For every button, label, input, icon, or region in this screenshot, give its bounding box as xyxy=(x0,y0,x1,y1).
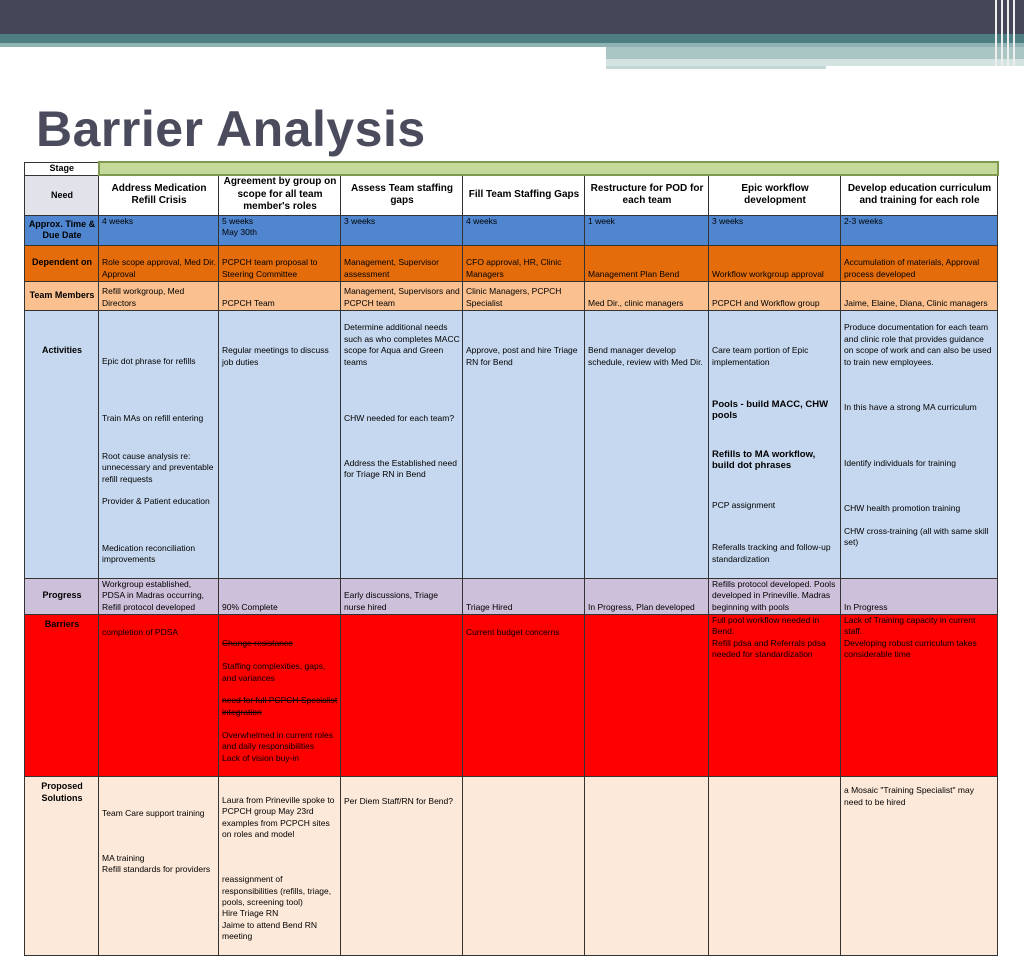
progress-cell: In Progress xyxy=(841,578,998,614)
activity-item: Refills to MA workflow, build dot phrases xyxy=(712,448,816,471)
row-barriers xyxy=(25,615,998,777)
activity-item: Determine additional needs such as who completes MACC scope for Aqua and Green teams xyxy=(344,322,460,367)
team-cell: Refill workgroup, Med Directors xyxy=(99,281,219,310)
proposed-cell xyxy=(709,777,841,956)
proposed-cell xyxy=(585,777,709,956)
activity-item: Address the Established need for Triage RN in Bend xyxy=(344,457,457,480)
barrier-analysis-table xyxy=(24,161,999,956)
row-label-proposed: Proposed Solutions xyxy=(25,777,99,956)
activity-item: Pools - build MACC, CHW pools xyxy=(712,398,829,422)
row-activities xyxy=(25,310,998,578)
progress-cell: Refills protocol developed. Pools developed in Prineville. Madras beginning with pools xyxy=(709,578,841,614)
row-label-activities: Activities xyxy=(25,310,99,578)
dependent-cell: CFO approval, HR, Clinic Managers xyxy=(463,245,585,281)
barrier-cell xyxy=(219,615,341,777)
dependent-cell: Accumulation of materials, Approval process developed xyxy=(841,245,998,281)
activity-item: PCP assignment xyxy=(712,500,776,511)
stage-bar xyxy=(99,162,998,175)
row-team-members xyxy=(25,281,998,310)
need-cell: Assess Team staffing gaps xyxy=(341,175,463,215)
row-label-stage: Stage xyxy=(25,162,99,175)
row-label-dependent: Dependent on xyxy=(25,245,99,281)
proposed-item: reassignment of responsibilities (refills, triage, pools, screening tool) Hire Triage RN Jaime to attend Bend RN meeting xyxy=(222,874,332,942)
activities-cell xyxy=(585,310,709,578)
proposed-cell: Per Diem Staff/RN for Bend? xyxy=(341,777,463,956)
progress-cell: 90% Complete xyxy=(219,578,341,614)
proposed-item: Laura from Prineville spoke to PCPCH group May 23rd examples from PCPCH sites on roles and model xyxy=(222,794,335,839)
row-label-progress: Progress xyxy=(25,578,99,614)
activity-item: Regular meetings to discuss job duties xyxy=(222,345,329,367)
header-accent-right-band xyxy=(606,47,1024,59)
dependent-cell: Management, Supervisor assessment xyxy=(341,245,463,281)
progress-cell: In Progress, Plan developed xyxy=(585,578,709,614)
barrier-item: Change resistance xyxy=(222,638,293,649)
row-label-time: Approx. Time & Due Date xyxy=(25,215,99,245)
activity-item: Produce documentation for each team and clinic role that provides guidance on scope of work and can also be used to train new employees. xyxy=(844,322,992,367)
activity-item: Root cause analysis re: unnecessary and preventable refill requests xyxy=(102,450,214,484)
activities-cell xyxy=(841,310,998,578)
activities-cell xyxy=(99,310,219,578)
dependent-cell: Management Plan Bend xyxy=(585,245,709,281)
need-cell: Restructure for POD for each team xyxy=(585,175,709,215)
team-cell: Jaime, Elaine, Diana, Clinic managers xyxy=(841,281,998,310)
time-cell: 4 weeks xyxy=(99,215,219,245)
activity-item: Provider & Patient education xyxy=(102,496,210,507)
activity-item: In this have a strong MA curriculum xyxy=(844,401,977,412)
time-cell: 3 weeks xyxy=(709,215,841,245)
proposed-cell xyxy=(463,777,585,956)
row-label-team: Team Members xyxy=(25,281,99,310)
need-cell: Epic workflow development xyxy=(709,175,841,215)
activity-item: Referalls tracking and follow-up standardization xyxy=(712,542,831,564)
dependent-cell: PCPCH team proposal to Steering Committee xyxy=(219,245,341,281)
header-accent-right-thin xyxy=(606,66,826,69)
activities-cell xyxy=(709,310,841,578)
need-cell: Agreement by group on scope for all team member's roles xyxy=(219,175,341,215)
team-cell: Med Dir., clinic managers xyxy=(585,281,709,310)
team-cell: Management, Supervisors and PCPCH team xyxy=(341,281,463,310)
activity-item: Approve, post and hire Triage RN for Bend xyxy=(466,345,578,367)
activity-item: Medication reconciliation improvements xyxy=(102,542,196,564)
barrier-item: Staffing complexities, gaps, and variances xyxy=(222,661,326,683)
need-cell: Develop education curriculum and training for each role xyxy=(841,175,998,215)
header-vertical-lines xyxy=(991,0,1024,66)
activity-item: CHW health promotion training xyxy=(844,503,961,514)
slide-header-bar xyxy=(0,0,1024,34)
barrier-cell: Current budget concerns xyxy=(463,615,585,777)
barrier-cell xyxy=(585,615,709,777)
activities-cell xyxy=(341,310,463,578)
row-stage xyxy=(25,162,998,175)
activity-item: CHW cross-training (all with same skill set) xyxy=(844,526,989,548)
proposed-cell: a Mosaic "Training Specialist" may need to be hired xyxy=(841,777,998,956)
proposed-cell xyxy=(99,777,219,956)
time-cell: 2-3 weeks xyxy=(841,215,998,245)
row-label-need: Need xyxy=(25,175,99,215)
activity-item: Train MAs on refill entering xyxy=(102,412,204,423)
progress-cell: Early discussions, Triage nurse hired xyxy=(341,578,463,614)
activity-item: CHW needed for each team? xyxy=(344,412,455,423)
dependent-cell: Role scope approval, Med Dir. Approval xyxy=(99,245,219,281)
time-cell: 3 weeks xyxy=(341,215,463,245)
team-cell: PCPCH Team xyxy=(219,281,341,310)
dependent-cell: Workflow workgroup approval xyxy=(709,245,841,281)
barrier-cell: Full pool workflow needed in Bend. Refill pdsa and Referrals pdsa needed for standardization xyxy=(709,615,841,777)
progress-cell: Triage Hired xyxy=(463,578,585,614)
team-cell: PCPCH and Workflow group xyxy=(709,281,841,310)
time-cell: 1 week xyxy=(585,215,709,245)
activity-item: Epic dot phrase for refills xyxy=(102,356,196,367)
activity-item: Care team portion of Epic implementation xyxy=(712,345,809,367)
barrier-item: Overwhelmed in current roles and daily responsibilities Lack of vision buy-in xyxy=(222,729,334,763)
row-need xyxy=(25,175,998,215)
header-accent-right-band-light xyxy=(606,59,1024,66)
progress-cell: Workgroup established, PDSA in Madras occurring, Refill protocol developed xyxy=(99,578,219,614)
activities-cell xyxy=(463,310,585,578)
need-cell: Fill Team Staffing Gaps xyxy=(463,175,585,215)
proposed-item: Team Care support training xyxy=(102,807,205,818)
header-accent-stripe xyxy=(0,34,1024,43)
row-progress xyxy=(25,578,998,614)
row-dependent xyxy=(25,245,998,281)
time-cell: 4 weeks xyxy=(463,215,585,245)
activities-cell xyxy=(219,310,341,578)
activity-item: Identify individuals for training xyxy=(844,457,956,468)
proposed-cell xyxy=(219,777,341,956)
team-cell: Clinic Managers, PCPCH Specialist xyxy=(463,281,585,310)
row-time xyxy=(25,215,998,245)
need-cell: Address Medication Refill Crisis xyxy=(99,175,219,215)
row-proposed-solutions xyxy=(25,777,998,956)
proposed-item: MA training Refill standards for providers xyxy=(102,852,211,875)
row-label-barriers: Barriers xyxy=(25,615,99,777)
activity-item: Bend manager develop schedule, review with Med Dir. xyxy=(588,345,703,367)
barrier-cell: Lack of Training capacity in current staff. Developing robust curriculum takes considerable time xyxy=(841,615,998,777)
slide-title: Barrier Analysis xyxy=(36,101,426,157)
barrier-cell xyxy=(341,615,463,777)
barrier-cell: completion of PDSA xyxy=(99,615,219,777)
barrier-item: need for full PCPCH Specialist integration xyxy=(222,695,338,717)
time-cell: 5 weeks May 30th xyxy=(219,215,341,245)
